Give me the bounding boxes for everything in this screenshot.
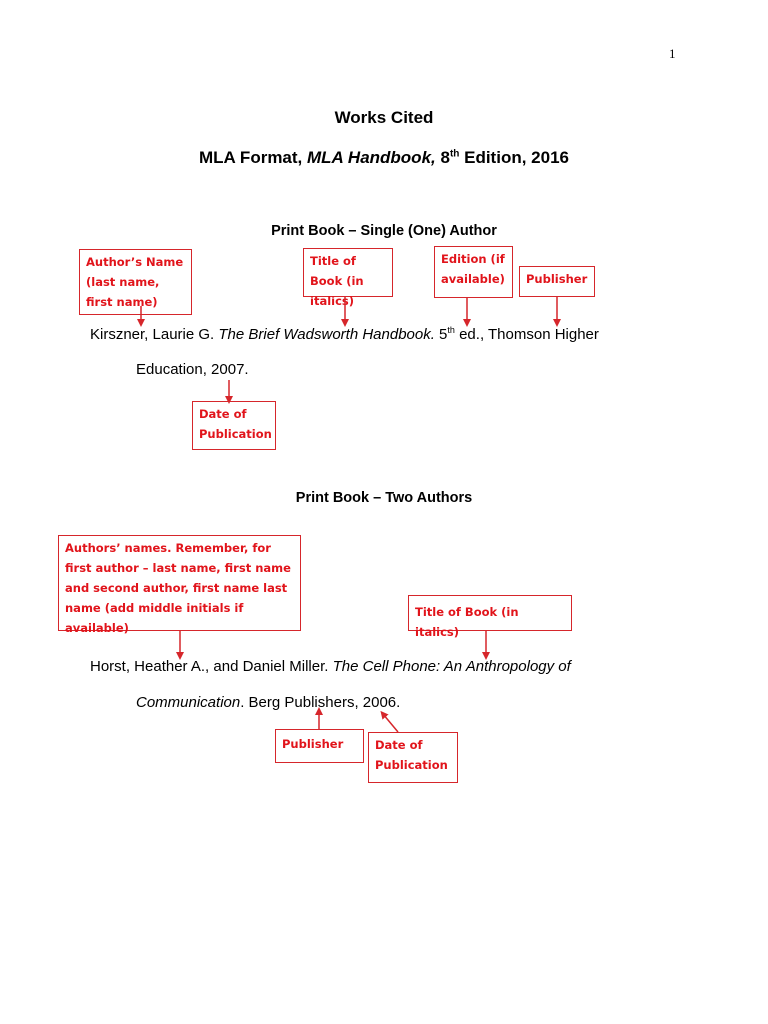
citation2-authors: Horst, Heather A., and Daniel Miller. (90, 658, 333, 675)
citation1-author: Kirszner, Laurie G. (90, 326, 219, 343)
publisher-label-2: Publisher (275, 729, 364, 763)
page-title: Works Cited (334, 108, 434, 127)
date2-arrow-icon (383, 714, 398, 732)
author-name-label: Author’s Name (last name, first name) (79, 249, 192, 315)
subtitle-handbook: MLA Handbook, (307, 148, 436, 167)
citation1-ed-sup: th (447, 325, 455, 335)
section1-heading: Print Book – Single (One) Author (271, 223, 497, 239)
date-of-publication-label: Date of Publication (192, 401, 276, 450)
citation1-title: The Brief Wadsworth Handbook. (218, 326, 435, 343)
citation2-rest: . Berg Publishers, 2006. (240, 694, 401, 711)
citation1-line2: Education, 2007. (136, 361, 249, 378)
date-of-publication-label-2: Date of Publication (368, 732, 458, 783)
subtitle-suffix: Edition, 2016 (459, 148, 569, 167)
subtitle-edition-num: 8 (435, 148, 450, 167)
edition-label: Edition (if available) (434, 246, 513, 298)
citation1-rest: ed., Thomson Higher (454, 326, 599, 343)
citation2-title-line2: Communication (136, 694, 241, 711)
authors-names-label: Authors’ names. Remember, for first author – last name, first name and second author, first name last name (add middle initials if available) (58, 535, 301, 631)
section2-heading: Print Book – Two Authors (295, 490, 473, 506)
citation2-title-line1: The Cell Phone: An Anthropology of (332, 658, 571, 675)
subtitle-edition-sup: th (449, 148, 460, 160)
publisher-label: Publisher (519, 266, 595, 297)
citation1-ed-num: 5 (434, 326, 448, 343)
subtitle-prefix: MLA Format, (199, 148, 307, 167)
title-of-book-label: Title of Book (in italics) (303, 248, 393, 297)
page-number: 1 (669, 46, 676, 61)
title-of-book-label-2: Title of Book (in italics) (408, 595, 572, 631)
